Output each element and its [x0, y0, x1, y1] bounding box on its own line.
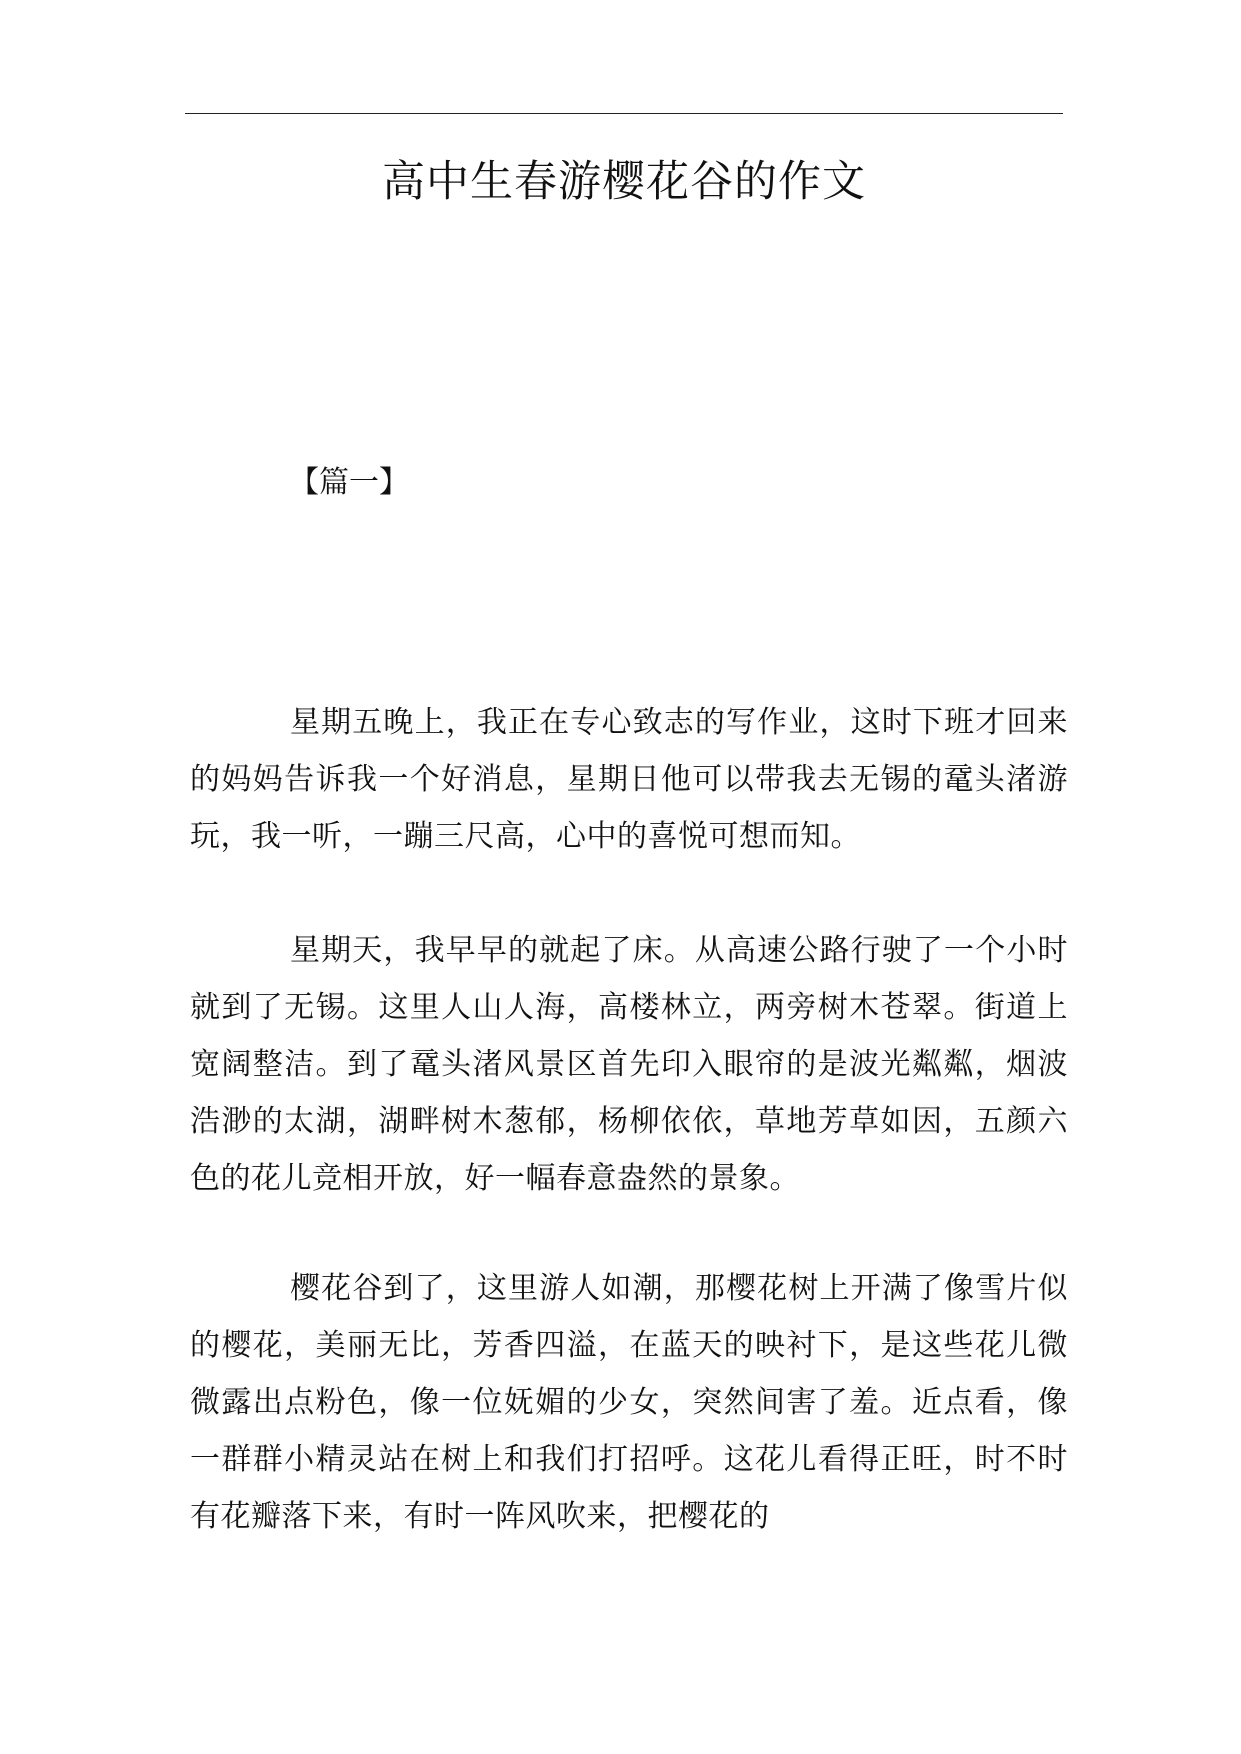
- paragraph-2: 星期天，我早早的就起了床。从高速公路行驶了一个小时就到了无锡。这里人山人海，高楼林立，两旁树木苍翠。街道上宽阔整洁。到了鼋头渚风景区首先印入眼帘的是波光粼粼，烟波浩渺的太湖，湖畔树木葱郁，杨柳依依，草地芳草如因，五颜六色的花儿竞相开放，好一幅春意盎然的景象。: [190, 933, 1068, 1196]
- document-title: 高中生春游樱花谷的作文: [382, 157, 866, 207]
- section-label: 【篇一】: [289, 465, 409, 500]
- header-rule: [185, 113, 1063, 114]
- paragraph-3: 樱花谷到了，这里游人如潮，那樱花树上开满了像雪片似的樱花，美丽无比，芳香四溢，在蓝天的映衬下，是这些花儿微微露出点粉色，像一位妩媚的少女，突然间害了羞。近点看，像一群群小精灵站在树上和我们打招呼。这花儿看得正旺，时不时有花瓣落下来，有时一阵风吹来，把樱花的: [190, 1271, 1068, 1534]
- paragraph-1: 星期五晚上，我正在专心致志的写作业，这时下班才回来的妈妈告诉我一个好消息，星期日他可以带我去无锡的鼋头渚游玩，我一听，一蹦三尺高，心中的喜悦可想而知。: [190, 705, 1068, 854]
